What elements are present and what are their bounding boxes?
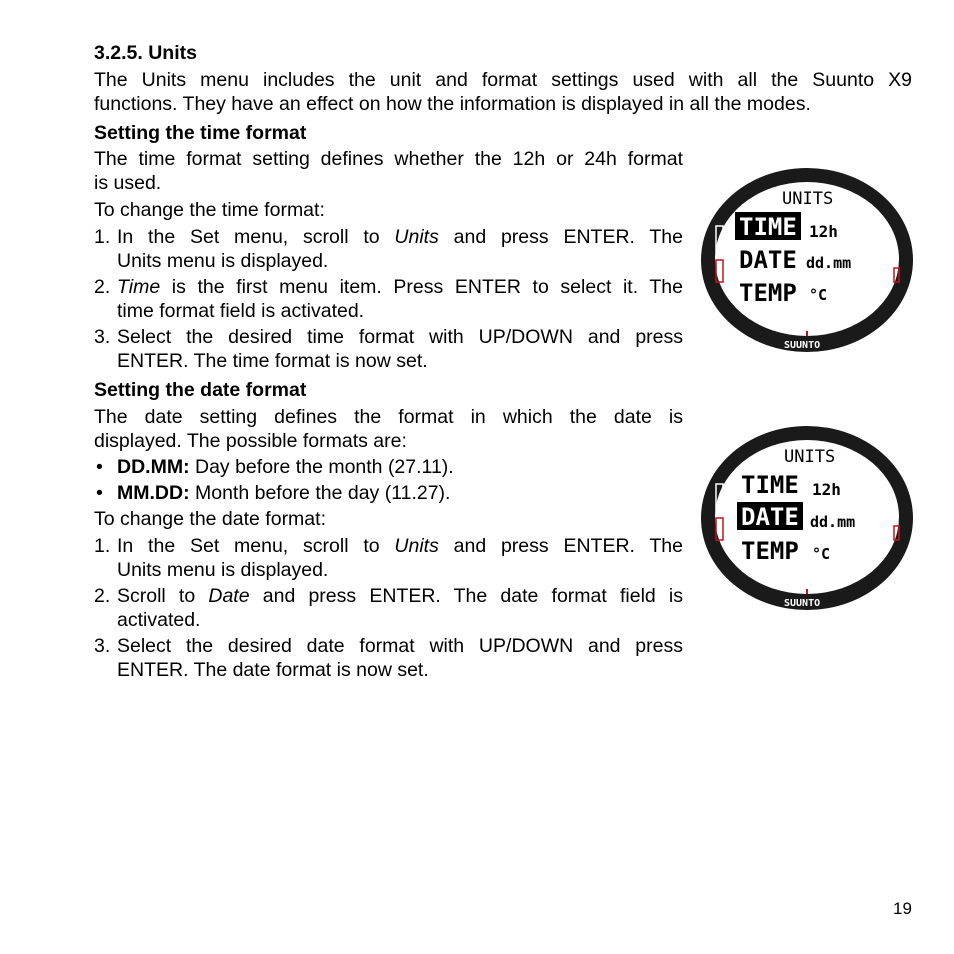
time-format-desc-2: is used. [94, 172, 162, 194]
menu-item-temp: TEMP [741, 537, 799, 565]
step-line: In the Set menu, scroll to Units and press ENTER. The [117, 226, 683, 248]
step-line: Time is the first menu item. Press ENTER to select it. The [117, 276, 683, 298]
watch-display-date-selected [698, 422, 916, 614]
bezel-bar [887, 490, 892, 528]
date-change-intro: To change the date format: [94, 508, 326, 530]
menu-item-temp: TEMP [739, 279, 797, 307]
suunto-logo: SUUNTO [784, 340, 821, 351]
menu-item-date: DATE [739, 246, 797, 274]
temp-value: °C [809, 286, 828, 304]
time-value: 12h [809, 222, 838, 241]
bezel-bar [887, 232, 892, 270]
time-format-heading: Setting the time format [94, 122, 307, 144]
watch-display-time-selected [698, 164, 916, 356]
date-format-heading: Setting the date format [94, 379, 307, 401]
step-line: In the Set menu, scroll to Units and press ENTER. The [117, 535, 683, 557]
menu-item-time: TIME [741, 471, 799, 499]
watch-title: UNITS [782, 189, 834, 209]
date-format-desc-1: The date setting defines the format in which the date is [94, 406, 683, 428]
watch-title: UNITS [784, 447, 836, 467]
step-line: Scroll to Date and press ENTER. The date format field is [117, 585, 684, 607]
time-format-desc-1: The time format setting defines whether the 12h or 24h format [94, 148, 683, 170]
time-value: 12h [812, 480, 841, 499]
manual-page: 3.2.5. Units The Units menu includes the unit and format settings used with all the Suunto X9 functions. They have an effect on how the information is displayed in all the modes. Setting the time format The time format setting defines whether the 12h or 24h format is used. To change the time format: 1. In the Set menu, scroll to Units and press ENTER. The Units menu is displayed. 2. Time is the first menu item. Press ENTER to select it. The time format field is activated. 3. Select the desired time format with UP/DOWN and press ENTER. The time format is now set. Setting the date format The date setting defines the format in which the date is displayed. The possible formats are: • DD.MM: Day before the month (27.11). • MM.DD: Month before the day (11.27). To change the date format: 1. In the Set menu, scroll to Units and press ENTER. The Units menu is displayed. 2. Scroll to Date and press ENTER. The date format field is activated. 3. Select the desired date format with UP/DOWN and press ENTER. The date format is now set. UNITS TIME 12h DATE dd.mm TEMP °C SUUNTO UNITS TIME 12h DATE dd.mm TEMP °C SUUNTO 19 [0, 0, 954, 954]
date-format-desc-2: displayed. The possible formats are: [94, 430, 407, 452]
intro-line-2: functions. They have an effect on how the information is displayed in all the modes. [94, 93, 811, 115]
temp-value: °C [812, 545, 831, 563]
intro-line-1: The Units menu includes the unit and format settings used with all the Suunto X9 [94, 69, 912, 91]
menu-item-time: TIME [739, 213, 797, 241]
time-change-intro: To change the time format: [94, 199, 325, 221]
section-title: 3.2.5. Units [94, 42, 197, 64]
suunto-logo: SUUNTO [784, 598, 821, 609]
date-value: dd.mm [806, 254, 852, 272]
date-value: dd.mm [810, 513, 856, 531]
page-number: 19 [893, 899, 912, 918]
menu-item-date: DATE [741, 503, 799, 531]
